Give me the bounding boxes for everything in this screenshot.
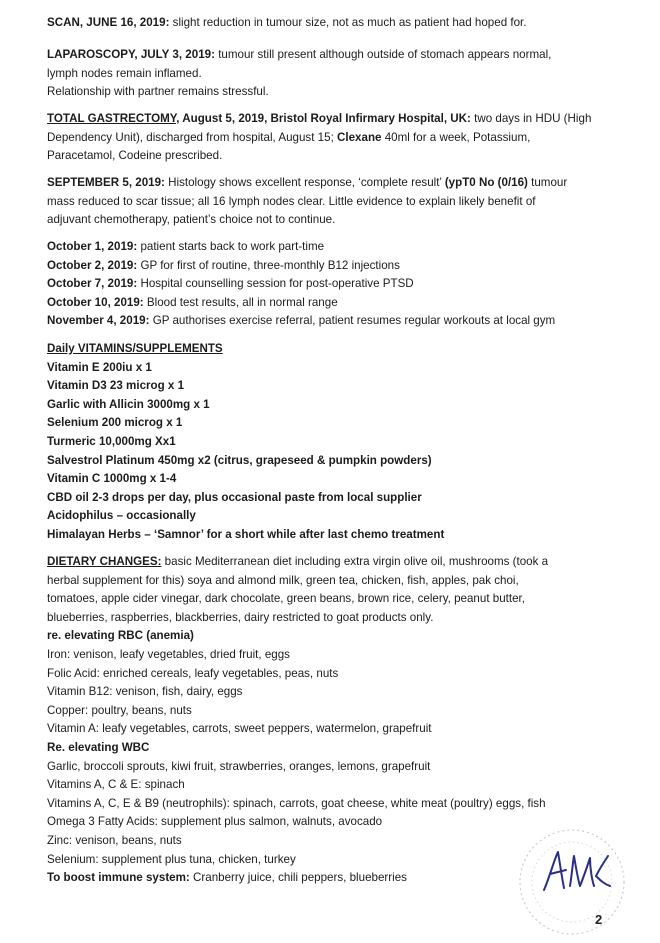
rbc-item: Folic Acid: enriched cereals, leafy vegetables, peas, nuts [47, 666, 339, 680]
supplement-item: Garlic with Allicin 3000mg x 1 [47, 397, 210, 411]
timeline-date: October 2, 2019: [47, 258, 138, 272]
supplement-item: CBD oil 2-3 drops per day, plus occasional paste from local supplier [47, 490, 422, 504]
gastrectomy-text-3: Paracetamol, Codeine prescribed. [47, 149, 223, 163]
timeline-date: October 7, 2019: [47, 277, 138, 291]
scan-text: slight reduction in tumour size, not as much as patient had hoped for. [169, 16, 527, 29]
rbc-heading: re. elevating RBC (anemia) [47, 629, 194, 643]
supplement-item: Vitamin D3 23 microg x 1 [47, 379, 185, 393]
timeline-text: GP for first of routine, three-monthly B12 injections [137, 258, 400, 272]
supplements-heading: Daily VITAMINS/SUPPLEMENTS [47, 342, 223, 355]
histology-text-1b: tumour [527, 176, 568, 189]
timeline-item [47, 275, 642, 294]
scan-entry [47, 14, 642, 33]
laparoscopy-entry [47, 46, 642, 83]
rbc-item: Iron: venison, leafy vegetables, dried fruit, eggs [47, 647, 290, 661]
timeline-date: November 4, 2019: [47, 314, 150, 328]
timeline [47, 238, 642, 331]
timeline-date: October 1, 2019: [47, 240, 138, 253]
rbc-item: Vitamin B12: venison, fish, dairy, eggs [47, 685, 243, 699]
supplement-item: Acidophilus – occasionally [47, 509, 196, 523]
supplement-item: Vitamin E 200iu x 1 [47, 360, 152, 374]
gastrectomy-text-2b: 40ml for a week, Potassium, [381, 130, 531, 144]
timeline-item [47, 238, 642, 257]
relationship-note: Relationship with partner remains stressful. [47, 85, 269, 98]
gastrectomy-title: TOTAL GASTRECTOMY, [47, 112, 180, 125]
histology-text-1a: Histology shows excellent response, ‘complete result’ [164, 176, 445, 189]
signature [540, 846, 612, 894]
supplement-item: Salvestrol Platinum 450mg x2 (citrus, grapeseed & pumpkin powders) [47, 453, 432, 467]
wbc-item: Zinc: venison, beans, nuts [47, 833, 182, 847]
scan-date: SCAN, JUNE 16, 2019: [47, 16, 170, 29]
gastrectomy-date: August 5, 2019, Bristol Royal Infirmary Hospital, UK: [179, 112, 471, 125]
histology-entry [47, 174, 642, 230]
rbc-item: Copper: poultry, beans, nuts [47, 703, 192, 717]
wbc-item: Omega 3 Fatty Acids: supplement plus salmon, walnuts, avocado [47, 815, 383, 829]
histology-date: SEPTEMBER 5, 2019: [47, 176, 165, 189]
immune-text: Cranberry juice, chili peppers, blueberries [189, 871, 407, 885]
supplement-item: Vitamin C 1000mg x 1-4 [47, 472, 177, 486]
laparoscopy-text-2: lymph nodes remain inflamed. [47, 66, 202, 80]
supplement-item: Turmeric 10,000mg Xx1 [47, 434, 176, 448]
laparoscopy-text-1: tumour still present although outside of stomach appears normal, [214, 48, 552, 61]
gastrectomy-drug: Clexane [337, 130, 382, 144]
supplement-item: Selenium 200 microg x 1 [47, 416, 183, 430]
timeline-text: GP authorises exercise referral, patient resumes regular workouts at local gym [149, 314, 556, 328]
timeline-text: Blood test results, all in normal range [143, 295, 338, 309]
histology-text-2: mass reduced to scar tissue; all 16 lymph nodes clear. Little evidence to explain likely benefit of [47, 194, 536, 208]
supplements-list [47, 340, 642, 545]
wbc-item: Garlic, broccoli sprouts, kiwi fruit, strawberries, oranges, lemons, grapefruit [47, 759, 431, 773]
diet-heading: DIETARY CHANGES: [47, 555, 162, 568]
supplement-item: Himalayan Herbs – ‘Samnor’ for a short while after last chemo treatment [47, 527, 445, 541]
laparoscopy-date: LAPAROSCOPY, JULY 3, 2019: [47, 48, 215, 61]
timeline-date: October 10, 2019: [47, 295, 144, 309]
diet-line: tomatoes, apple cider vinegar, dark chocolate, green beans, brown rice, celery, peanut butter, [47, 592, 525, 606]
rbc-item: Vitamin A: leafy vegetables, carrots, sweet peppers, watermelon, grapefruit [47, 722, 432, 736]
timeline-text: patient starts back to work part-time [137, 240, 325, 253]
diet-line: herbal supplement for this) soya and almond milk, green tea, chicken, fish, apples, pak choi, [47, 573, 519, 587]
gastrectomy-entry [47, 110, 642, 166]
timeline-item [47, 257, 642, 276]
histology-text-3: adjuvant chemotherapy, patient’s choice not to continue. [47, 213, 336, 227]
gastrectomy-text-1: two days in HDU (High [470, 112, 592, 125]
gastrectomy-text-2: Dependency Unit), discharged from hospital, August 15; [47, 130, 338, 144]
page-number: 2 [595, 912, 603, 927]
diet-line: blueberries, raspberries, blackberries, dairy restricted to goat products only. [47, 610, 434, 624]
wbc-heading: Re. elevating WBC [47, 740, 150, 754]
timeline-item [47, 312, 642, 331]
immune-label: To boost immune system: [47, 871, 190, 885]
wbc-item: Vitamins A, C & E: spinach [47, 778, 185, 792]
timeline-text: Hospital counselling session for post-operative PTSD [137, 277, 414, 291]
diet-line: basic Mediterranean diet including extra virgin olive oil, mushrooms (took a [161, 555, 549, 568]
timeline-item [47, 294, 642, 313]
histology-code: (ypT0 No (0/16) [444, 176, 528, 189]
wbc-item: Selenium: supplement plus tuna, chicken, turkey [47, 852, 296, 866]
wbc-item: Vitamins A, C, E & B9 (neutrophils): spinach, carrots, goat cheese, white meat (poultry) eggs, fish [47, 796, 546, 810]
